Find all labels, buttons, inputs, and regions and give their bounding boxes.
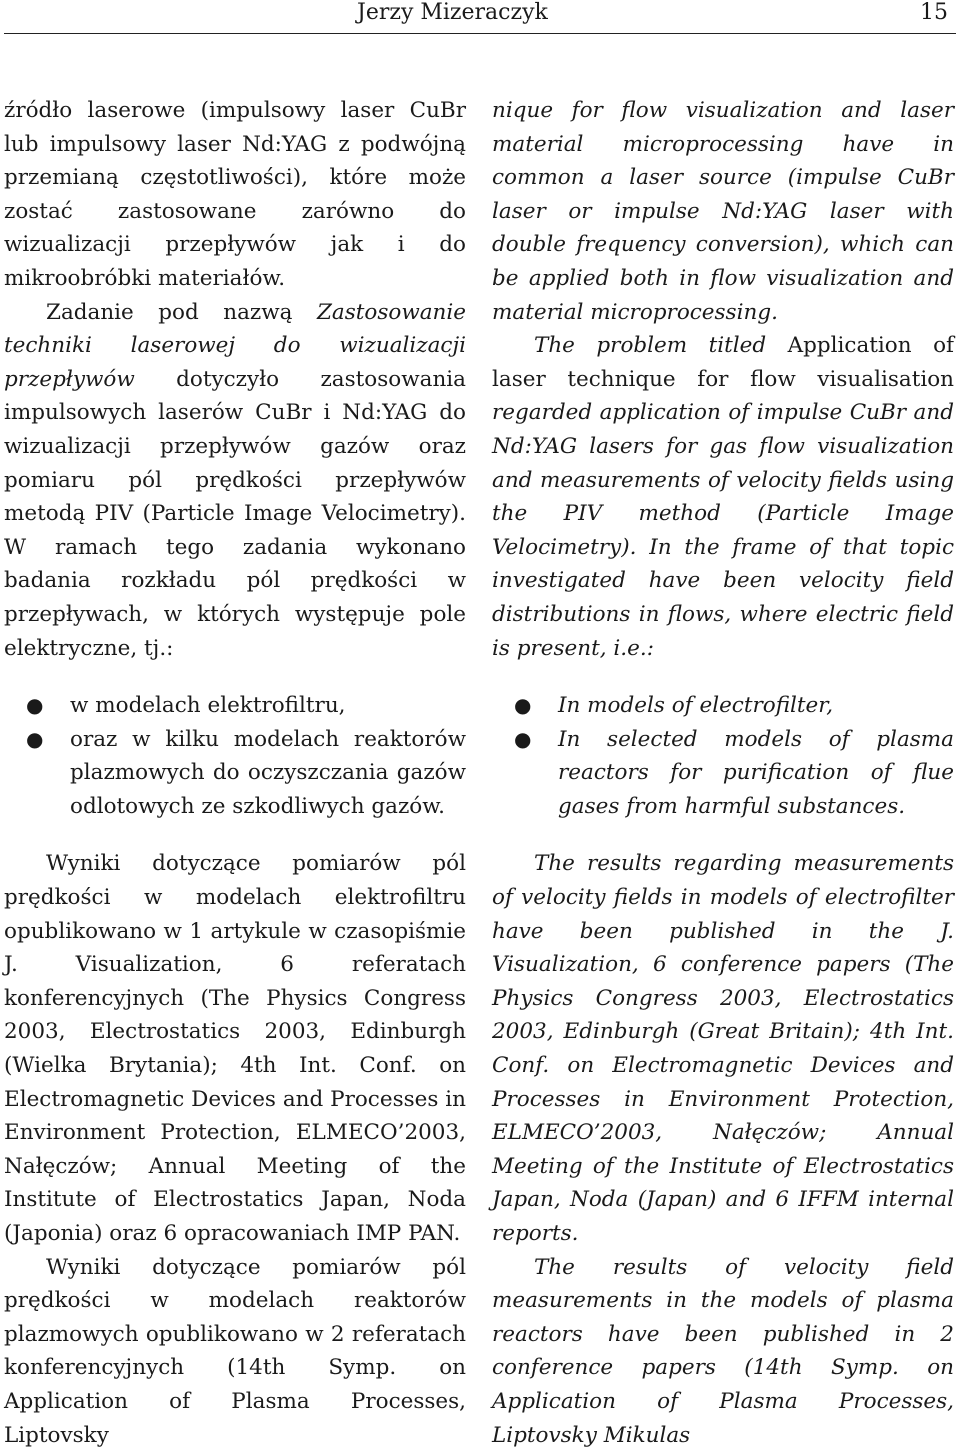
pl-project-title: Zastosowanie techniki laserowej do wizualizacji przepływów xyxy=(4,299,466,392)
en-bullet-list xyxy=(492,689,954,823)
english-column xyxy=(492,94,954,1452)
en-paragraph-3: The results regarding measurements of velocity fields in models of electrofilter have been published in the J. Visualization, 6 conference papers (The Physics Congress 2003, Electrostatics 2003, Edinburgh (Great Britain); 4th Int. Conf. on Electromagnetic Devices and Processes in Environment Protection, ELMECO’2003, Nałęczów; Annual Meeting of the Institute of Electrostatics Japan, Noda (Japan) and 6 IFFM internal reports. xyxy=(492,851,954,1246)
pl-paragraph-2-body: dotyczyło zastosowania impulsowych laserów CuBr i Nd:YAG do wizualizacji przepływów gazów oraz pomiaru pól prędkości przepływów metodą PIV (Particle Image Velocimetry). W ramach tego zadania wykonano badania rozkładu pól prędkości w przepływach, w których występuje pole elektryczne, tj.: xyxy=(4,366,466,661)
list-item xyxy=(492,723,954,824)
header-rule xyxy=(4,33,956,34)
bullet-icon: ● xyxy=(514,726,532,751)
pl-paragraph-1: źródło laserowe (impulsowy laser CuBr lub impulsowy laser Nd:YAG z podwójną przemianą częstotliwości), które może zostać zastosowane zarówno do wizualizacji przepływów jak i do mikroobróbki materiałów. xyxy=(4,98,466,291)
pl-paragraph-4: Wyniki dotyczące pomiarów pól prędkości w modelach reaktorów plazmowych opublikowano w 2 referatach konferencyjnych (14th Symp. on Application of Plasma Processes, Liptovsky xyxy=(4,1254,466,1448)
pl-paragraph-3: Wyniki dotyczące pomiarów pól prędkości w modelach elektrofiltru opublikowano w 1 artykule w czasopiśmie J. Visualization, 6 referatach konferencyjnych (The Physics Congress 2003, Electrostatics 2003, Edinburgh (Wielka Brytania); 4th Int. Conf. on Electromagnetic Devices and Processes in Environment Protection, ELMECO’2003, Nałęczów; Annual Meeting of the Institute of Electrostatics Japan, Noda (Japonia) oraz 6 opracowaniach IMP PAN. xyxy=(4,851,466,1246)
list-item xyxy=(4,723,466,824)
page-number: 15 xyxy=(920,0,948,25)
polish-column xyxy=(4,94,466,1452)
bullet-icon: ● xyxy=(26,693,44,718)
en-paragraph-1: nique for flow visualization and laser material microprocessing have in common a laser source (impulse CuBr laser or impulse Nd:YAG laser with double frequency conversion), which can be applied both in flow visualization and material microprocessing. xyxy=(492,98,954,325)
en-project-title: Application of laser technique for flow visualisation xyxy=(492,333,954,392)
list-item-text: w modelach elektrofiltru, xyxy=(70,693,346,719)
list-item-text: In models of electrofilter, xyxy=(558,693,834,719)
running-header xyxy=(0,0,960,30)
bullet-icon: ● xyxy=(26,726,44,751)
pl-paragraph-2 xyxy=(4,296,466,666)
list-item-text: In selected models of plasma reactors for purification of flue gases from harmful substances. xyxy=(558,726,954,819)
bullet-icon: ● xyxy=(514,693,532,718)
en-paragraph-2 xyxy=(492,329,954,665)
list-item xyxy=(492,689,954,723)
en-paragraph-2-lead: The problem titled xyxy=(534,333,788,359)
pl-bullet-list xyxy=(4,689,466,823)
en-paragraph-4: The results of velocity field measurements in the models of plasma reactors have been published in 2 conference papers (14th Symp. on Application of Plasma Processes, Liptovsky Mikulas xyxy=(492,1254,954,1448)
list-item-text: oraz w kilku modelach reaktorów plazmowych do oczyszczania gazów odlotowych ze szkodliwych gazów. xyxy=(70,726,466,819)
en-paragraph-2-body: regarded application of impulse CuBr and Nd:YAG lasers for gas flow visualization and measurements of velocity fields using the PIV method (Particle Image Velocimetry). In the frame of that topic investigated have been velocity field distributions in flows, where electric field is present, i.e.: xyxy=(492,400,954,661)
pl-paragraph-2-lead: Zadanie pod nazwą xyxy=(46,299,317,325)
header-author: Jerzy Mizeraczyk xyxy=(357,0,548,25)
list-item xyxy=(4,689,466,723)
